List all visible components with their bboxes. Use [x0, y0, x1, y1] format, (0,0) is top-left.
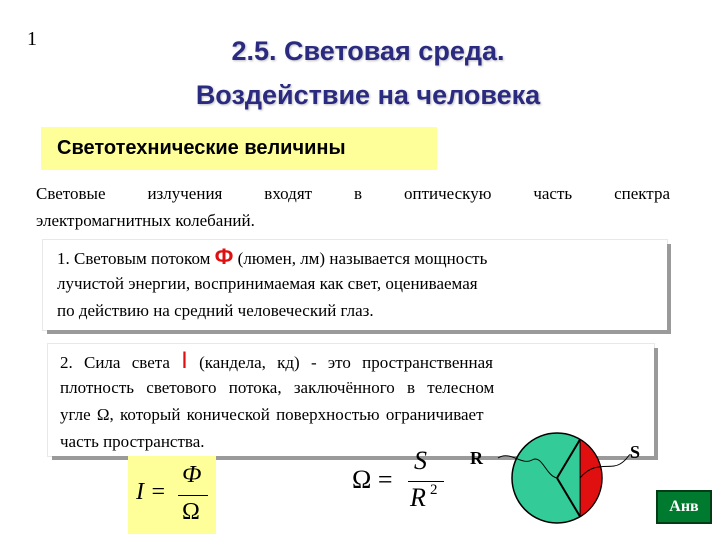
- intensity-symbol: I: [181, 347, 188, 374]
- intensity-formula-denominator: Ω: [182, 499, 200, 525]
- flux-symbol: Ф: [214, 244, 234, 269]
- intensity-line1: [60, 347, 493, 376]
- solid-angle-fraction-bar: [408, 481, 444, 482]
- slide-title-line1: 2.5. Световая среда.: [231, 36, 505, 66]
- intensity-line4: часть пространства.: [60, 432, 205, 451]
- solid-angle-formula-lhs: Ω =: [352, 465, 393, 494]
- flux-line3: по действию на средний человеческий глаз.: [57, 301, 374, 320]
- intensity-formula-lhs: I =: [136, 479, 167, 505]
- intensity-fraction-bar: [178, 495, 208, 496]
- flux-line1: [57, 243, 487, 272]
- solid-angle-formula-exponent: 2: [430, 482, 438, 498]
- intensity-formula: [128, 456, 216, 534]
- intensity-line2: плотность светового потока, заключённого в телесном: [60, 378, 495, 397]
- intro-line1: Световые излучения входят в оптическую часть спектра: [36, 184, 670, 203]
- solid-angle-formula: [350, 446, 450, 518]
- flux-line1-post: (люмен, лм) называется мощность: [237, 249, 488, 268]
- luminous-flux-definition: [43, 240, 667, 330]
- nav-anv-button[interactable]: Анв: [656, 490, 712, 524]
- intro-line2: электромагнитных колебаний.: [36, 211, 255, 230]
- section-heading: Светотехнические величины: [41, 127, 437, 170]
- slide-title-line2: Воздействие на человека: [195, 80, 541, 110]
- flux-line2: лучистой энергии, воспринимаемая как свет, оцениваемая: [57, 274, 478, 293]
- slide-number: 1: [27, 28, 37, 50]
- solid-angle-diagram: [470, 430, 650, 530]
- radius-label: R: [470, 448, 483, 468]
- solid-angle-formula-numerator: S: [414, 446, 427, 475]
- intensity-line1-pre: 2. Сила света: [60, 353, 170, 372]
- intensity-line3: угле Ω, который конической поверхностью ограничивает: [60, 405, 484, 424]
- flux-line1-pre: 1. Световым потоком: [57, 249, 211, 268]
- intensity-formula-numerator: Ф: [182, 462, 202, 488]
- intensity-line1-post: (кандела, кд) - это пространственная: [199, 353, 493, 372]
- solid-angle-formula-denominator: R: [410, 483, 426, 512]
- sphere-cap: [580, 439, 602, 516]
- area-label: S: [630, 442, 641, 462]
